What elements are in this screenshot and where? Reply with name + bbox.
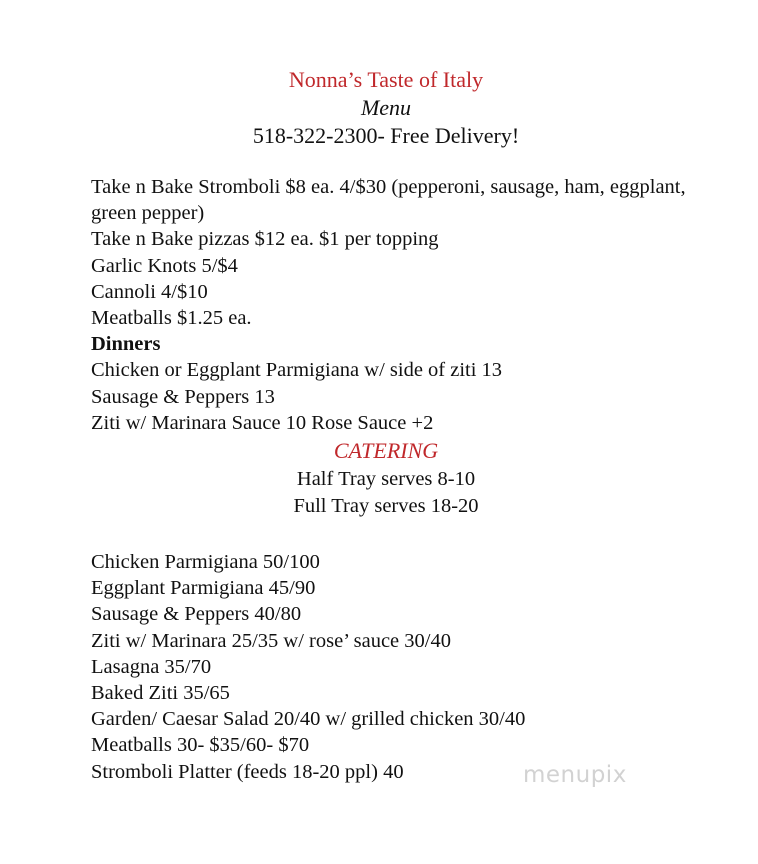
catering-item-chicken-parmigiana: Chicken Parmigiana 50/100 <box>91 551 320 573</box>
menu-item-garlic-knots: Garlic Knots 5/$4 <box>91 254 238 277</box>
menu-item-pizzas: Take n Bake pizzas $12 ea. $1 per topping <box>91 228 439 251</box>
menu-item-stromboli: Take n Bake Stromboli $8 ea. 4/$30 (pepperoni, sausage, ham, eggplant, green pepper) <box>91 176 686 225</box>
catering-items-list <box>91 549 731 785</box>
dinner-item-sausage-peppers: Sausage & Peppers 13 <box>91 385 275 408</box>
dinners-heading: Dinners <box>91 333 161 356</box>
catering-title: CATERING <box>333 438 439 463</box>
catering-item-baked-ziti: Baked Ziti 35/65 <box>91 682 230 705</box>
half-tray-info: Half Tray serves 8-10 <box>296 468 476 490</box>
menupix-watermark: menupix <box>523 762 627 788</box>
catering-item-sausage-peppers: Sausage & Peppers 40/80 <box>91 603 302 626</box>
catering-item-ziti: Ziti w/ Marinara 25/35 w/ rose’ sauce 30/40 <box>91 629 451 652</box>
phone-delivery: 518-322-2300- Free Delivery! <box>252 123 520 148</box>
catering-item-salad: Garden/ Caesar Salad 20/40 w/ grilled chicken 30/40 <box>91 708 526 731</box>
full-tray-info: Full Tray serves 18-20 <box>293 494 479 517</box>
catering-item-eggplant-parmigiana: Eggplant Parmigiana 45/90 <box>91 577 316 600</box>
catering-item-lasagna: Lasagna 35/70 <box>91 655 212 678</box>
menu-subtitle: Menu <box>360 95 412 120</box>
restaurant-name: Nonna’s Taste of Italy <box>288 67 484 92</box>
menu-items-list <box>91 174 731 436</box>
catering-header <box>0 436 758 519</box>
dinner-item-ziti: Ziti w/ Marinara Sauce 10 Rose Sauce +2 <box>91 411 434 434</box>
menu-item-cannoli: Cannoli 4/$10 <box>91 280 208 303</box>
menu-item-meatballs: Meatballs $1.25 ea. <box>91 307 252 330</box>
catering-item-stromboli-platter: Stromboli Platter (feeds 18-20 ppl) 40 <box>91 760 404 783</box>
catering-item-meatballs: Meatballs 30- $35/60- $70 <box>91 734 310 757</box>
dinner-item-parmigiana: Chicken or Eggplant Parmigiana w/ side of ziti 13 <box>91 359 503 382</box>
menu-header <box>0 66 758 150</box>
